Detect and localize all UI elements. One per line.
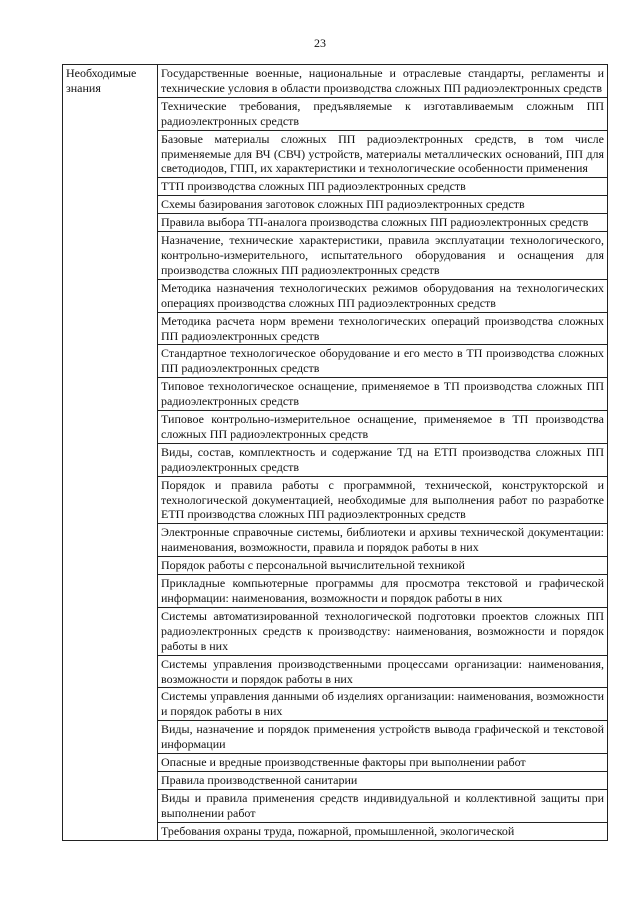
page-number: 23 — [314, 36, 326, 50]
table-cell: Порядок и правила работы с программной, технической, конструкторской и технологической документацией, необходимые для выполнения работ по разработке ЕТП производства сложных ПП радиоэлектронных средств — [158, 476, 608, 524]
section-label: Необходимые знания — [63, 65, 158, 841]
table-cell: Назначение, технические характеристики, правила эксплуатации технологического, контрольно-измерительного, испытательного оборудования и оснащения для производства сложных ПП радиоэлектронных средств — [158, 232, 608, 280]
table-cell: Электронные справочные системы, библиотеки и архивы технической документации: наименования, возможности, правила и порядок работы в них — [158, 524, 608, 557]
table-cell: Правила производственной санитарии — [158, 771, 608, 789]
table-cell: Виды и правила применения средств индивидуальной и коллективной защиты при выполнении работ — [158, 789, 608, 822]
table-cell: Методика назначения технологических режимов оборудования на технологических операциях производства сложных ПП радиоэлектронных средств — [158, 279, 608, 312]
table-cell: Правила выбора ТП-аналога производства сложных ПП радиоэлектронных средств — [158, 214, 608, 232]
table-cell: Прикладные компьютерные программы для просмотра текстовой и графической информации: наименования, возможности и порядок работы в них — [158, 575, 608, 608]
table-cell: Схемы базирования заготовок сложных ПП радиоэлектронных средств — [158, 196, 608, 214]
table-cell: Системы управления данными об изделиях организации: наименования, возможности и порядок работы в них — [158, 688, 608, 721]
table-cell: Требования охраны труда, пожарной, промышленной, экологической — [158, 822, 608, 840]
table-cell: Типовое контрольно-измерительное оснащение, применяемое в ТП производства сложных ПП радиоэлектронных средств — [158, 411, 608, 444]
table-cell: ТТП производства сложных ПП радиоэлектронных средств — [158, 178, 608, 196]
table-row — [63, 65, 608, 98]
requirements-table — [62, 64, 608, 841]
table-cell: Опасные и вредные производственные факторы при выполнении работ — [158, 754, 608, 772]
table-cell: Системы автоматизированной технологической подготовки проектов сложных ПП радиоэлектронных средств к производству: наименования, возможности и порядок работы в них — [158, 607, 608, 655]
table-cell: Виды, состав, комплектность и содержание ТД на ЕТП производства сложных ПП радиоэлектронных средств — [158, 443, 608, 476]
table-cell: Методика расчета норм времени технологических операций производства сложных ПП радиоэлектронных средств — [158, 312, 608, 345]
table-cell: Технические требования, предъявляемые к изготавливаемым сложным ПП радиоэлектронных средств — [158, 97, 608, 130]
table-cell: Порядок работы с персональной вычислительной техникой — [158, 557, 608, 575]
table-cell: Стандартное технологическое оборудование и его место в ТП производства сложных ПП радиоэлектронных средств — [158, 345, 608, 378]
table-cell: Системы управления производственными процессами организации: наименования, возможности и порядок работы в них — [158, 655, 608, 688]
table-cell: Типовое технологическое оснащение, применяемое в ТП производства сложных ПП радиоэлектронных средств — [158, 378, 608, 411]
table-cell: Виды, назначение и порядок применения устройств вывода графической и текстовой информации — [158, 721, 608, 754]
table-cell: Государственные военные, национальные и отраслевые стандарты, регламенты и технические условия в области производства сложных ПП радиоэлектронных средств — [158, 65, 608, 98]
table-cell: Базовые материалы сложных ПП радиоэлектронных средств, в том числе применяемые для ВЧ (СВЧ) устройств, материалы металлических оснований, ПП для светодиодов, ГПП, их характеристики и технологические особенности применения — [158, 130, 608, 178]
